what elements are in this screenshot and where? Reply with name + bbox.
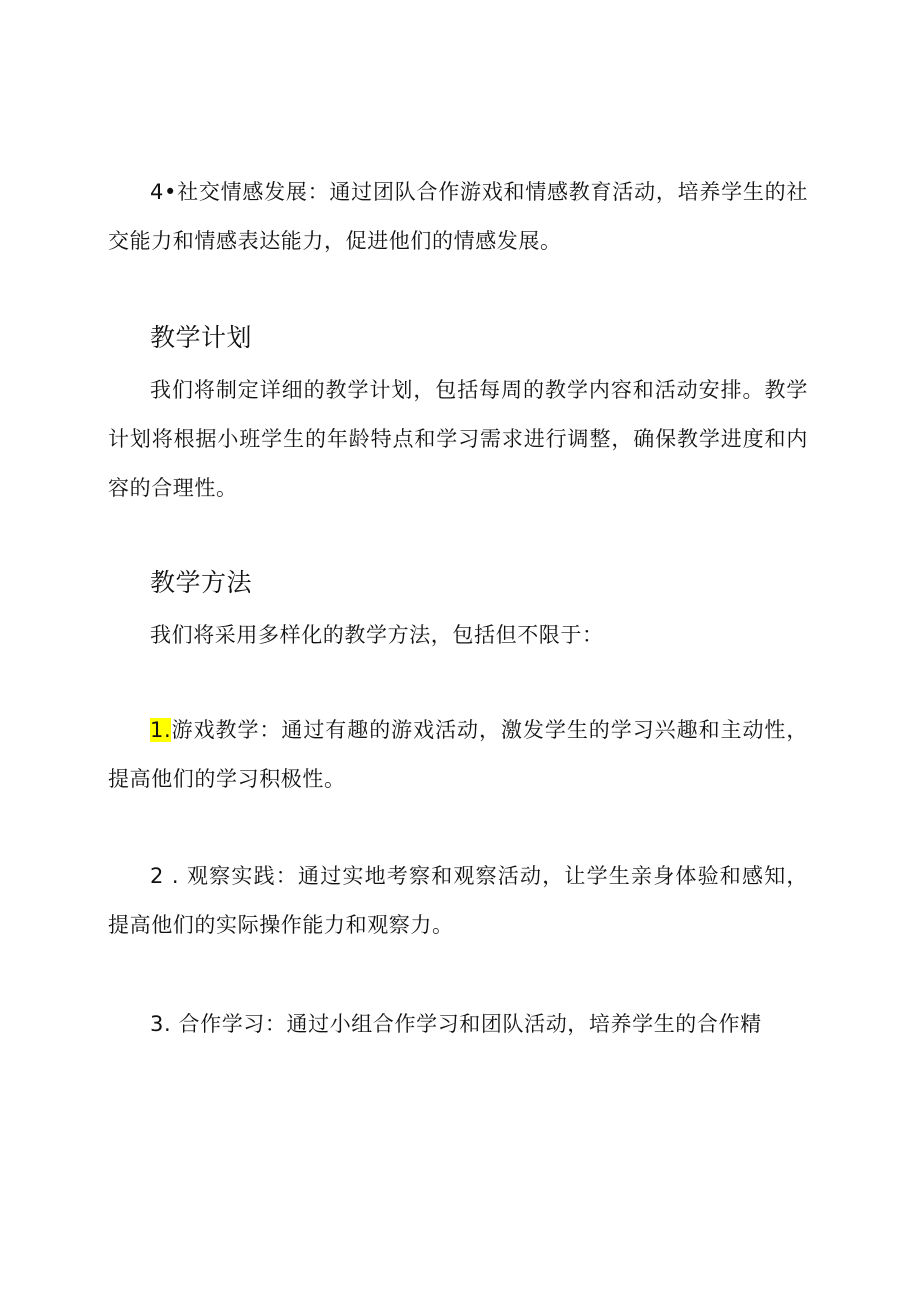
list-item-text: 游戏教学：通过有趣的游戏活动，激发学生的学习兴趣和主动性，提高他们的学习积极性。	[108, 718, 808, 791]
heading-teaching-plan: 教学计划	[150, 323, 253, 352]
paragraph-teaching-plan: 我们将制定详细的教学计划，包括每周的教学内容和活动安排。教学计划将根据小班学生的年龄特点和学习需求进行调整，确保教学进度和内容的合理性。	[108, 378, 808, 500]
list-item-observation-practice: 2 . 观察实践：通过实地考察和观察活动，让学生亲身体验和感知，提高他们的实际操作能力和观察力。	[108, 864, 808, 937]
list-item-game-teaching	[108, 706, 808, 804]
paragraph-social-emotional-development: 4•社交情感发展：通过团队合作游戏和情感教育活动，培养学生的社交能力和情感表达能力，促进他们的情感发展。	[108, 180, 808, 253]
paragraph-methods-intro: 我们将采用多样化的教学方法，包括但不限于：	[150, 623, 604, 647]
heading-teaching-methods: 教学方法	[150, 568, 253, 597]
list-item-cooperative-learning: 3. 合作学习：通过小组合作学习和团队活动，培养学生的合作精	[150, 1012, 762, 1036]
highlighted-list-number: 1.	[150, 718, 172, 742]
